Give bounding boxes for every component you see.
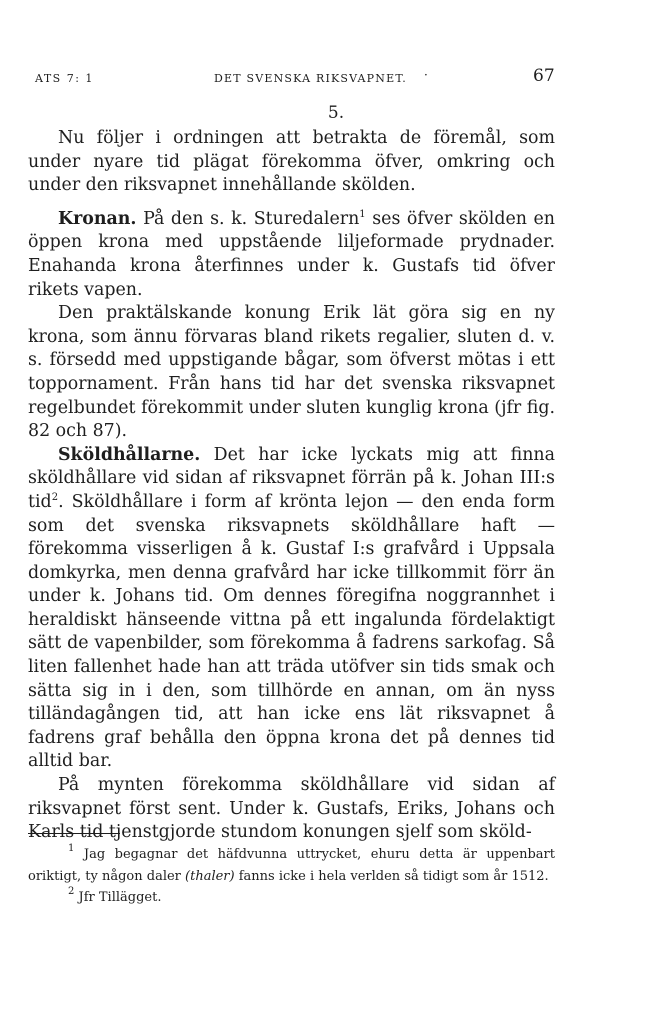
body-text [28,127,555,845]
paragraph [28,444,555,774]
paragraph [28,774,555,845]
paragraph-text: Den praktälskande konung Erik lät göra sig en ny krona, som ännu förvaras bland rikets regalier, sluten d. v. s. försedd med uppstigande bågar, som öfverst mötas i ett toppornament. Från hans tid har det svenska riksvapnet regelbundet förekommit under sluten kunglig krona (jfr fig. 82 och 87). [28,303,555,442]
footnote-divider [28,833,120,834]
footnote-ref: 1 [359,208,366,220]
paragraph-text: Det har icke lyckats mig att finna sköldhållare vid sidan af riksvapnet förrän på k. Johan III:s tid [28,444,555,512]
paragraph-text: . Sköldhållare i form af krönta lejon — den enda form som det svenska riksvapnets sköldhållare haft — förekomma visserligen å k. Gustaf I:s grafvård i Uppsala domkyrka, men denna grafvård har icke tillkommit förr än under k. Johans tid. Om dennes föregifna noggrannhet i heraldiskt hänseende vittna på ett ingalunda fördelaktigt sätt de vapenbilder, som förekomma å fadrens sarkofag. Så liten fallenhet hade han att träda utöfver sin tids smak och sätta sig in i den, som tillhörde en annan, om än nyss tilländagången tid, att han icke ens lät riksvapnet å fadrens graf behålla den öppna krona det på dennes tid alltid bar. [28,491,555,772]
signature-mark: ATS 7: 1 [35,72,94,85]
paragraph-text: På den s. k. Sturedalern [143,208,360,229]
footnote [28,844,555,887]
running-title: DET SVENSKA RIKSVAPNET. [214,72,407,85]
footnote-mark: 1 [68,843,75,854]
paragraph-text: ses öfver skölden en öppen krona med uppstående liljeformade prydnader. Enahanda krona återfinnes under k. Gustafs tid öfver rikets vapen. [28,208,555,300]
subheading-skoldhallarne: Sköldhållarne. [58,444,201,465]
running-header [0,62,672,88]
paragraph [28,127,555,198]
footnote-text: Jfr Tillägget. [78,890,162,905]
paragraph-text: På mynten förekomma sköldhållare vid sidan af riksvapnet först sent. Under k. Gustafs, Eriks, Johans och Karls tid tjenstgjorde stundom konungen sjelf som sköld- [28,775,555,843]
section-number: 5. [327,103,345,123]
footnote-mark: 2 [68,886,75,897]
page-number: 67 [533,66,555,86]
footnote [28,887,555,909]
paragraph-text: Nu följer i ordningen att betrakta de föremål, som under nyare tid plägat förekomma öfver, omkring och under den riksvapnet innehållande skölden. [28,128,555,196]
footnotes [28,844,555,909]
footnote-text: fanns icke i hela verlden så tidigt som år 1512. [238,868,549,884]
footnote-text: Jag begagnar det häfdvunna uttrycket, ehuru detta är uppenbart oriktigt, ty någon daler [28,847,555,884]
header-dot: · [424,68,428,82]
paragraph [28,302,555,444]
footnote-italic: (thaler) [185,868,235,884]
footnote-ref: 2 [51,491,59,503]
paragraph [28,208,555,302]
subheading-kronan: Kronan. [58,208,137,229]
